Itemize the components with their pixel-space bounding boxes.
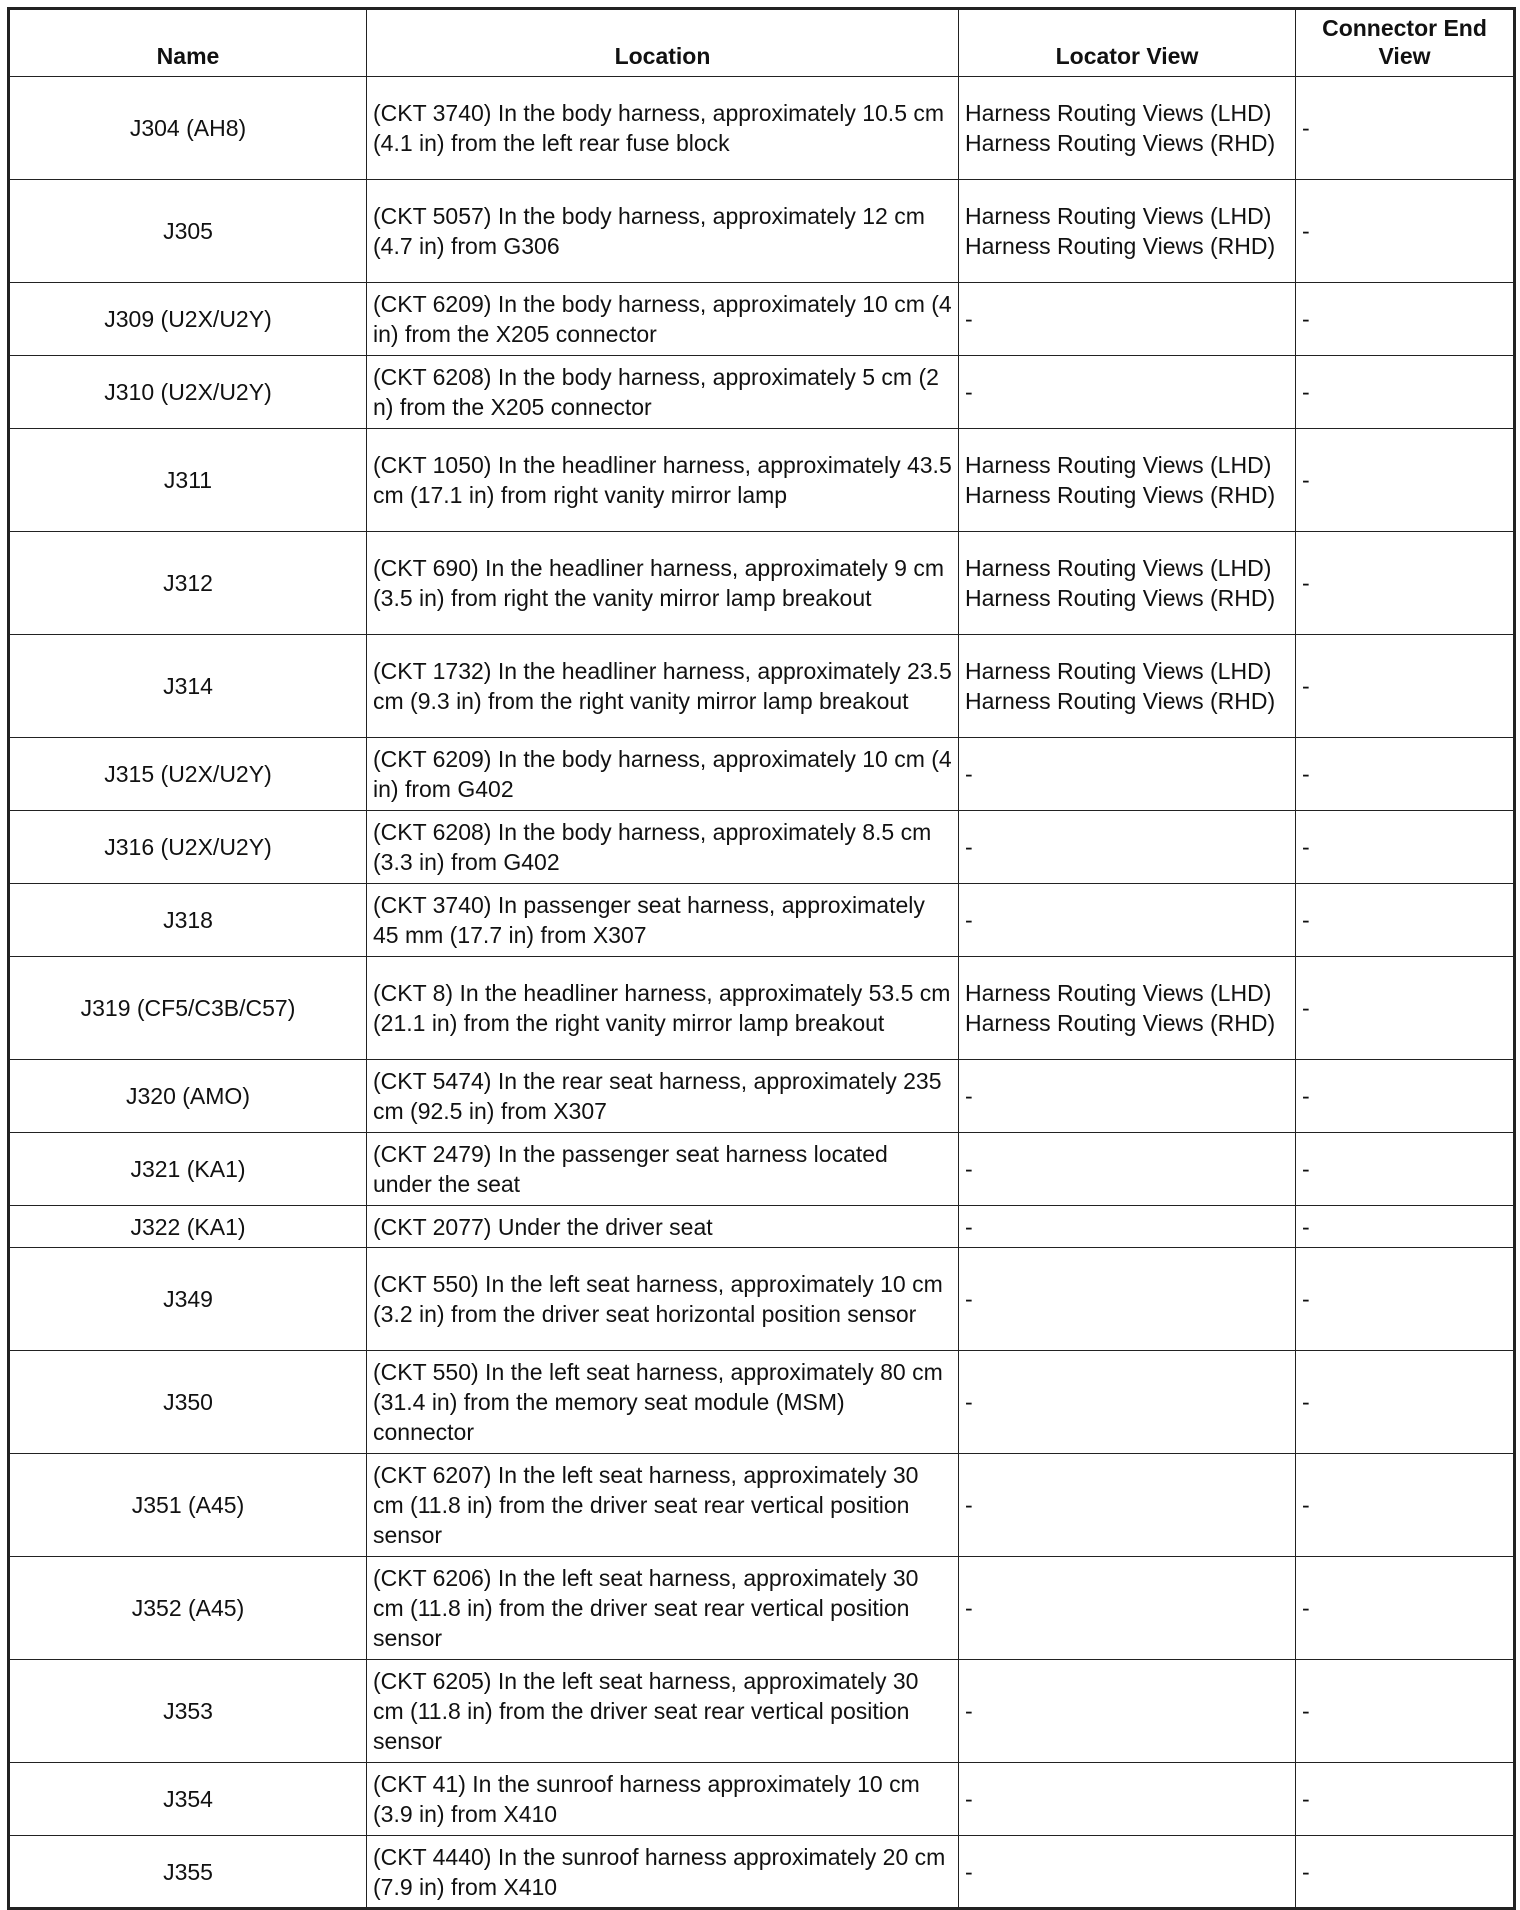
cell-location: (CKT 6206) In the left seat harness, approximately 30 cm (11.8 in) from the driver seat rear vertical position sensor	[367, 1557, 959, 1660]
cell-location: (CKT 3740) In the body harness, approximately 10.5 cm (4.1 in) from the left rear fuse block	[367, 77, 959, 180]
table-row	[9, 1133, 1515, 1206]
cell-connector-end-view: -	[1296, 1060, 1515, 1133]
cell-name: J320 (AMO)	[9, 1060, 367, 1133]
cell-connector-end-view: -	[1296, 1557, 1515, 1660]
cell-connector-end-view: -	[1296, 356, 1515, 429]
table-row	[9, 1836, 1515, 1909]
cell-location: (CKT 5474) In the rear seat harness, approximately 235 cm (92.5 in) from X307	[367, 1060, 959, 1133]
cell-connector-end-view: -	[1296, 1133, 1515, 1206]
cell-name: J355	[9, 1836, 367, 1909]
cell-location: (CKT 6208) In the body harness, approximately 8.5 cm (3.3 in) from G402	[367, 811, 959, 884]
table-row	[9, 884, 1515, 957]
cell-location: (CKT 6205) In the left seat harness, approximately 30 cm (11.8 in) from the driver seat rear vertical position sensor	[367, 1660, 959, 1763]
cell-connector-end-view: -	[1296, 77, 1515, 180]
header-name: Name	[9, 9, 367, 77]
cell-location: (CKT 690) In the headliner harness, approximately 9 cm (3.5 in) from right the vanity mirror lamp breakout	[367, 532, 959, 635]
header-connector-end-view: Connector End View	[1296, 9, 1515, 77]
cell-name: J305	[9, 180, 367, 283]
cell-connector-end-view: -	[1296, 1248, 1515, 1351]
cell-name: J354	[9, 1763, 367, 1836]
cell-name: J318	[9, 884, 367, 957]
cell-locator-view: -	[959, 356, 1296, 429]
cell-location: (CKT 6209) In the body harness, approximately 10 cm (4 in) from the X205 connector	[367, 283, 959, 356]
cell-name: J319 (CF5/C3B/C57)	[9, 957, 367, 1060]
connector-location-table	[7, 7, 1516, 1910]
cell-locator-view: -	[959, 1060, 1296, 1133]
cell-locator-view: Harness Routing Views (LHD) Harness Routing Views (RHD)	[959, 957, 1296, 1060]
header-location: Location	[367, 9, 959, 77]
cell-connector-end-view: -	[1296, 1351, 1515, 1454]
cell-connector-end-view: -	[1296, 180, 1515, 283]
table-row	[9, 1763, 1515, 1836]
cell-connector-end-view: -	[1296, 1660, 1515, 1763]
cell-location: (CKT 41) In the sunroof harness approximately 10 cm (3.9 in) from X410	[367, 1763, 959, 1836]
cell-name: J350	[9, 1351, 367, 1454]
table-row	[9, 429, 1515, 532]
cell-location: (CKT 6207) In the left seat harness, approximately 30 cm (11.8 in) from the driver seat rear vertical position sensor	[367, 1454, 959, 1557]
cell-locator-view: Harness Routing Views (LHD) Harness Routing Views (RHD)	[959, 77, 1296, 180]
cell-locator-view: Harness Routing Views (LHD) Harness Routing Views (RHD)	[959, 429, 1296, 532]
cell-locator-view: -	[959, 1557, 1296, 1660]
cell-locator-view: Harness Routing Views (LHD) Harness Routing Views (RHD)	[959, 180, 1296, 283]
cell-locator-view: -	[959, 1660, 1296, 1763]
cell-name: J312	[9, 532, 367, 635]
cell-connector-end-view: -	[1296, 429, 1515, 532]
cell-locator-view: -	[959, 811, 1296, 884]
cell-name: J310 (U2X/U2Y)	[9, 356, 367, 429]
cell-locator-view: -	[959, 1836, 1296, 1909]
cell-location: (CKT 4440) In the sunroof harness approximately 20 cm (7.9 in) from X410	[367, 1836, 959, 1909]
cell-locator-view: -	[959, 283, 1296, 356]
table-row	[9, 1248, 1515, 1351]
cell-locator-view: -	[959, 738, 1296, 811]
cell-name: J309 (U2X/U2Y)	[9, 283, 367, 356]
cell-connector-end-view: -	[1296, 811, 1515, 884]
cell-locator-view: Harness Routing Views (LHD) Harness Routing Views (RHD)	[959, 532, 1296, 635]
cell-connector-end-view: -	[1296, 1206, 1515, 1248]
cell-name: J314	[9, 635, 367, 738]
cell-location: (CKT 8) In the headliner harness, approximately 53.5 cm (21.1 in) from the right vanity mirror lamp breakout	[367, 957, 959, 1060]
table-row	[9, 1660, 1515, 1763]
table-row	[9, 283, 1515, 356]
table-row	[9, 1351, 1515, 1454]
cell-location: (CKT 2479) In the passenger seat harness located under the seat	[367, 1133, 959, 1206]
cell-name: J351 (A45)	[9, 1454, 367, 1557]
table-row	[9, 356, 1515, 429]
cell-location: (CKT 1732) In the headliner harness, approximately 23.5 cm (9.3 in) from the right vanity mirror lamp breakout	[367, 635, 959, 738]
table-row	[9, 957, 1515, 1060]
table-row	[9, 811, 1515, 884]
cell-location: (CKT 6209) In the body harness, approximately 10 cm (4 in) from G402	[367, 738, 959, 811]
cell-connector-end-view: -	[1296, 738, 1515, 811]
cell-name: J322 (KA1)	[9, 1206, 367, 1248]
table-row	[9, 1206, 1515, 1248]
cell-location: (CKT 3740) In passenger seat harness, approximately 45 mm (17.7 in) from X307	[367, 884, 959, 957]
table-row	[9, 532, 1515, 635]
cell-location: (CKT 5057) In the body harness, approximately 12 cm (4.7 in) from G306	[367, 180, 959, 283]
table-row	[9, 77, 1515, 180]
header-locator-view: Locator View	[959, 9, 1296, 77]
table-row	[9, 635, 1515, 738]
cell-name: J311	[9, 429, 367, 532]
cell-connector-end-view: -	[1296, 532, 1515, 635]
table-row	[9, 738, 1515, 811]
cell-locator-view: -	[959, 884, 1296, 957]
cell-location: (CKT 550) In the left seat harness, approximately 10 cm (3.2 in) from the driver seat horizontal position sensor	[367, 1248, 959, 1351]
cell-location: (CKT 1050) In the headliner harness, approximately 43.5 cm (17.1 in) from right vanity mirror lamp	[367, 429, 959, 532]
cell-locator-view: -	[959, 1206, 1296, 1248]
cell-locator-view: Harness Routing Views (LHD) Harness Routing Views (RHD)	[959, 635, 1296, 738]
table-row	[9, 1454, 1515, 1557]
cell-name: J349	[9, 1248, 367, 1351]
cell-connector-end-view: -	[1296, 1836, 1515, 1909]
cell-locator-view: -	[959, 1248, 1296, 1351]
cell-locator-view: -	[959, 1454, 1296, 1557]
cell-connector-end-view: -	[1296, 957, 1515, 1060]
header-row	[9, 9, 1515, 77]
table-row	[9, 180, 1515, 283]
cell-name: J352 (A45)	[9, 1557, 367, 1660]
cell-location: (CKT 2077) Under the driver seat	[367, 1206, 959, 1248]
cell-connector-end-view: -	[1296, 1763, 1515, 1836]
cell-name: J321 (KA1)	[9, 1133, 367, 1206]
cell-locator-view: -	[959, 1133, 1296, 1206]
cell-name: J353	[9, 1660, 367, 1763]
cell-connector-end-view: -	[1296, 635, 1515, 738]
table-row	[9, 1557, 1515, 1660]
cell-connector-end-view: -	[1296, 1454, 1515, 1557]
table-row	[9, 1060, 1515, 1133]
cell-locator-view: -	[959, 1763, 1296, 1836]
cell-location: (CKT 550) In the left seat harness, approximately 80 cm (31.4 in) from the memory seat module (MSM) connector	[367, 1351, 959, 1454]
cell-locator-view: -	[959, 1351, 1296, 1454]
cell-connector-end-view: -	[1296, 884, 1515, 957]
cell-name: J315 (U2X/U2Y)	[9, 738, 367, 811]
cell-connector-end-view: -	[1296, 283, 1515, 356]
cell-name: J304 (AH8)	[9, 77, 367, 180]
cell-name: J316 (U2X/U2Y)	[9, 811, 367, 884]
cell-location: (CKT 6208) In the body harness, approximately 5 cm (2 n) from the X205 connector	[367, 356, 959, 429]
